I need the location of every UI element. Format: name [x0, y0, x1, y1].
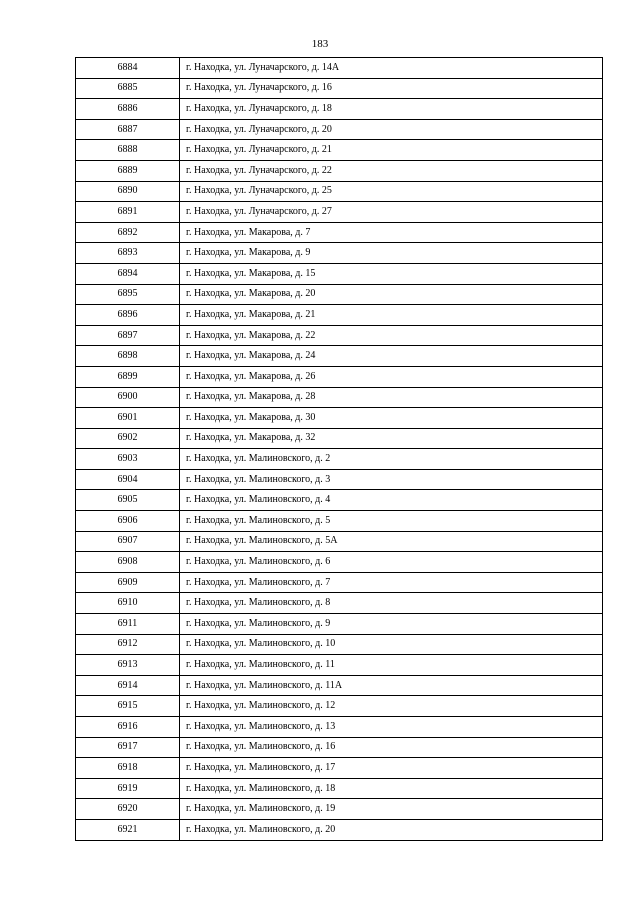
address-table	[75, 57, 603, 841]
table-row	[76, 346, 603, 367]
table-row	[76, 511, 603, 532]
table-row	[76, 325, 603, 346]
row-number-cell: 6916	[76, 717, 180, 738]
address-cell: г. Находка, ул. Малиновского, д. 12	[180, 696, 603, 717]
address-cell: г. Находка, ул. Макарова, д. 7	[180, 222, 603, 243]
row-number-cell: 6895	[76, 284, 180, 305]
row-number-cell: 6913	[76, 655, 180, 676]
table-row	[76, 305, 603, 326]
address-cell: г. Находка, ул. Макарова, д. 22	[180, 325, 603, 346]
address-cell: г. Находка, ул. Луначарского, д. 27	[180, 202, 603, 223]
row-number-cell: 6911	[76, 614, 180, 635]
row-number-cell: 6906	[76, 511, 180, 532]
row-number-cell: 6900	[76, 387, 180, 408]
row-number-cell: 6902	[76, 428, 180, 449]
address-cell: г. Находка, ул. Малиновского, д. 19	[180, 799, 603, 820]
row-number-cell: 6907	[76, 531, 180, 552]
address-cell: г. Находка, ул. Малиновского, д. 3	[180, 469, 603, 490]
address-cell: г. Находка, ул. Макарова, д. 20	[180, 284, 603, 305]
row-number-cell: 6889	[76, 160, 180, 181]
address-cell: г. Находка, ул. Малиновского, д. 8	[180, 593, 603, 614]
row-number-cell: 6884	[76, 58, 180, 79]
address-cell: г. Находка, ул. Малиновского, д. 2	[180, 449, 603, 470]
table-row	[76, 408, 603, 429]
table-row	[76, 140, 603, 161]
row-number-cell: 6903	[76, 449, 180, 470]
row-number-cell: 6886	[76, 99, 180, 120]
table-row	[76, 614, 603, 635]
address-cell: г. Находка, ул. Макарова, д. 9	[180, 243, 603, 264]
row-number-cell: 6892	[76, 222, 180, 243]
table-row	[76, 675, 603, 696]
address-cell: г. Находка, ул. Малиновского, д. 18	[180, 778, 603, 799]
address-cell: г. Находка, ул. Малиновского, д. 11А	[180, 675, 603, 696]
row-number-cell: 6885	[76, 78, 180, 99]
table-row	[76, 99, 603, 120]
row-number-cell: 6893	[76, 243, 180, 264]
row-number-cell: 6894	[76, 263, 180, 284]
table-row	[76, 428, 603, 449]
table-row	[76, 552, 603, 573]
address-cell: г. Находка, ул. Луначарского, д. 25	[180, 181, 603, 202]
page-number: 183	[311, 38, 329, 50]
row-number-cell: 6898	[76, 346, 180, 367]
table-row	[76, 799, 603, 820]
row-number-cell: 6905	[76, 490, 180, 511]
table-row	[76, 284, 603, 305]
row-number-cell: 6910	[76, 593, 180, 614]
row-number-cell: 6901	[76, 408, 180, 429]
table-row	[76, 160, 603, 181]
row-number-cell: 6908	[76, 552, 180, 573]
address-cell: г. Находка, ул. Малиновского, д. 5	[180, 511, 603, 532]
address-cell: г. Находка, ул. Луначарского, д. 16	[180, 78, 603, 99]
table-row	[76, 243, 603, 264]
row-number-cell: 6921	[76, 819, 180, 840]
address-cell: г. Находка, ул. Малиновского, д. 11	[180, 655, 603, 676]
address-table-body	[76, 58, 603, 841]
address-cell: г. Находка, ул. Малиновского, д. 10	[180, 634, 603, 655]
table-row	[76, 263, 603, 284]
row-number-cell: 6890	[76, 181, 180, 202]
table-row	[76, 119, 603, 140]
table-row	[76, 696, 603, 717]
address-cell: г. Находка, ул. Луначарского, д. 20	[180, 119, 603, 140]
row-number-cell: 6919	[76, 778, 180, 799]
address-cell: г. Находка, ул. Луначарского, д. 18	[180, 99, 603, 120]
table-row	[76, 490, 603, 511]
row-number-cell: 6914	[76, 675, 180, 696]
address-cell: г. Находка, ул. Макарова, д. 32	[180, 428, 603, 449]
table-row	[76, 531, 603, 552]
address-cell: г. Находка, ул. Малиновского, д. 5А	[180, 531, 603, 552]
address-cell: г. Находка, ул. Макарова, д. 28	[180, 387, 603, 408]
table-row	[76, 58, 603, 79]
table-row	[76, 778, 603, 799]
address-cell: г. Находка, ул. Малиновского, д. 4	[180, 490, 603, 511]
row-number-cell: 6887	[76, 119, 180, 140]
address-cell: г. Находка, ул. Малиновского, д. 13	[180, 717, 603, 738]
row-number-cell: 6912	[76, 634, 180, 655]
address-cell: г. Находка, ул. Макарова, д. 30	[180, 408, 603, 429]
address-cell: г. Находка, ул. Луначарского, д. 14А	[180, 58, 603, 79]
table-row	[76, 387, 603, 408]
table-row	[76, 819, 603, 840]
table-row	[76, 181, 603, 202]
table-row	[76, 449, 603, 470]
row-number-cell: 6917	[76, 737, 180, 758]
row-number-cell: 6888	[76, 140, 180, 161]
address-cell: г. Находка, ул. Макарова, д. 26	[180, 366, 603, 387]
table-row	[76, 593, 603, 614]
row-number-cell: 6918	[76, 758, 180, 779]
table-row	[76, 655, 603, 676]
table-row	[76, 634, 603, 655]
address-cell: г. Находка, ул. Луначарского, д. 22	[180, 160, 603, 181]
table-row	[76, 737, 603, 758]
table-row	[76, 222, 603, 243]
address-cell: г. Находка, ул. Малиновского, д. 6	[180, 552, 603, 573]
row-number-cell: 6904	[76, 469, 180, 490]
row-number-cell: 6896	[76, 305, 180, 326]
address-cell: г. Находка, ул. Малиновского, д. 17	[180, 758, 603, 779]
row-number-cell: 6899	[76, 366, 180, 387]
table-row	[76, 717, 603, 738]
table-row	[76, 469, 603, 490]
row-number-cell: 6891	[76, 202, 180, 223]
address-cell: г. Находка, ул. Макарова, д. 24	[180, 346, 603, 367]
row-number-cell: 6920	[76, 799, 180, 820]
address-cell: г. Находка, ул. Макарова, д. 21	[180, 305, 603, 326]
row-number-cell: 6915	[76, 696, 180, 717]
address-cell: г. Находка, ул. Малиновского, д. 7	[180, 572, 603, 593]
table-row	[76, 202, 603, 223]
address-cell: г. Находка, ул. Малиновского, д. 9	[180, 614, 603, 635]
table-row	[76, 758, 603, 779]
address-cell: г. Находка, ул. Луначарского, д. 21	[180, 140, 603, 161]
row-number-cell: 6909	[76, 572, 180, 593]
table-row	[76, 366, 603, 387]
address-cell: г. Находка, ул. Малиновского, д. 20	[180, 819, 603, 840]
table-row	[76, 572, 603, 593]
address-cell: г. Находка, ул. Макарова, д. 15	[180, 263, 603, 284]
row-number-cell: 6897	[76, 325, 180, 346]
table-row	[76, 78, 603, 99]
address-cell: г. Находка, ул. Малиновского, д. 16	[180, 737, 603, 758]
